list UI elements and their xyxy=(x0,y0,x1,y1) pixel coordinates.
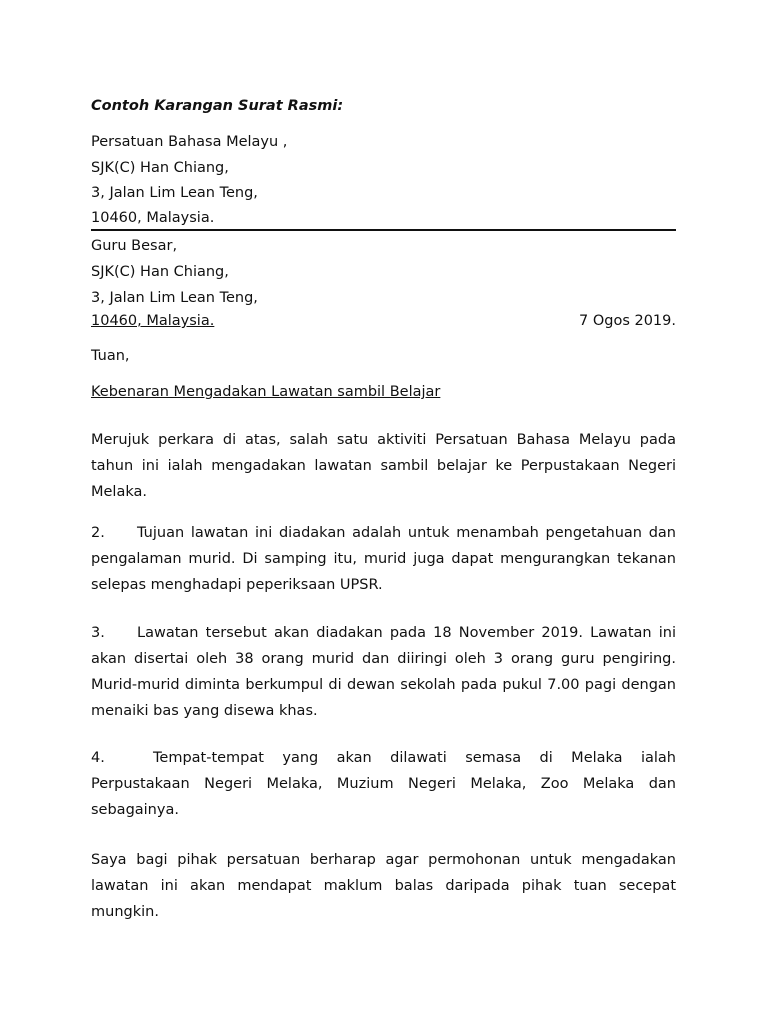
paragraph-closing: Saya bagi pihak persatuan berharap agar permohonan untuk mengadakan lawatan ini akan mendapat maklum balas daripada pihak tuan secepat mungkin. xyxy=(91,852,676,920)
recipient-line-2: SJK(C) Han Chiang, xyxy=(91,264,229,280)
sender-line-3: 3, Jalan Lim Lean Teng, xyxy=(91,185,258,201)
recipient-line-1: Guru Besar, xyxy=(91,238,178,254)
subject-line: Kebenaran Mengadakan Lawatan sambil Belajar xyxy=(91,384,441,400)
paragraph-4-text: Tempat-tempat yang akan dilawati semasa di Melaka ialah Perpustakaan Negeri Melaka, Muzium Negeri Melaka, Zoo Melaka dan sebagainya. xyxy=(91,750,676,818)
paragraph-4-number: 4. xyxy=(91,750,105,766)
paragraph-2-number: 2. xyxy=(91,525,105,541)
recipient-line-3: 3, Jalan Lim Lean Teng, xyxy=(91,290,258,306)
sender-line-2: SJK(C) Han Chiang, xyxy=(91,160,229,176)
sender-line-1: Persatuan Bahasa Melayu , xyxy=(91,134,288,150)
paragraph-3 xyxy=(91,620,676,724)
paragraph-2-text: Tujuan lawatan ini diadakan adalah untuk menambah pengetahuan dan pengalaman murid. Di samping itu, murid juga dapat mengurangkan tekanan selepas menghadapi peperiksaan UPSR. xyxy=(91,525,676,593)
paragraph-4 xyxy=(91,745,676,823)
salutation: Tuan, xyxy=(91,348,130,364)
paragraph-intro: Merujuk perkara di atas, salah satu aktiviti Persatuan Bahasa Melayu pada tahun ini ialah mengadakan lawatan sambil belajar ke Perpustakaan Negeri Melaka. xyxy=(91,432,676,500)
letter-date: 7 Ogos 2019. xyxy=(579,313,676,329)
sender-line-4: 10460, Malaysia. xyxy=(91,210,215,226)
paragraph-3-text: Lawatan tersebut akan diadakan pada 18 November 2019. Lawatan ini akan disertai oleh 38 orang murid dan diiringi oleh 3 orang guru pengiring. Murid-murid diminta berkumpul di dewan sekolah pada pukul 7.00 pagi dengan menaiki bas yang disewa khas. xyxy=(91,625,676,719)
paragraph-2 xyxy=(91,520,676,598)
address-divider xyxy=(91,229,676,231)
paragraph-3-number: 3. xyxy=(91,625,105,641)
document-heading: Contoh Karangan Surat Rasmi: xyxy=(91,98,344,114)
recipient-line-4: 10460, Malaysia. xyxy=(91,313,215,329)
